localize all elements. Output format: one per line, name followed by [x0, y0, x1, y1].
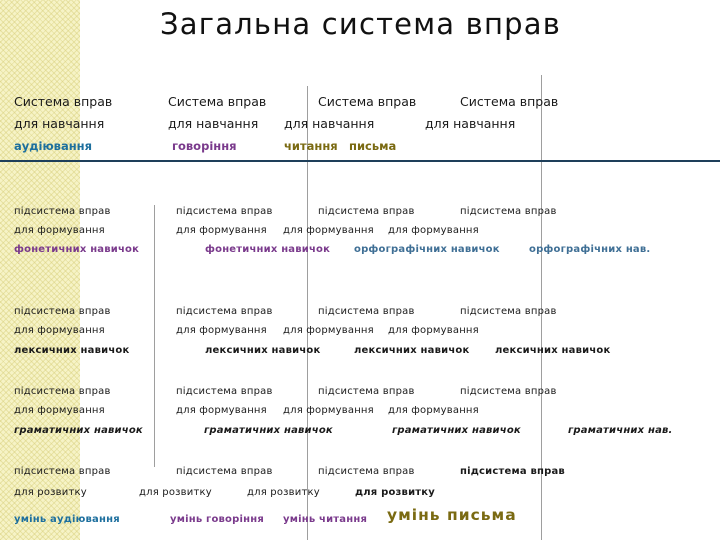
header-c1-line2: для навчання: [14, 116, 105, 131]
grammar-c3-line3: граматичних навичок: [392, 425, 521, 436]
grammar-c2-line3: граматичних навичок: [204, 425, 333, 436]
page-title: Загальна система вправ: [160, 7, 562, 41]
lexical-c2-line3: лексичних навичок: [205, 345, 321, 356]
phonetic-c4-line2: для формування: [388, 225, 479, 236]
phonetic-c1-line1: підсистема вправ: [14, 206, 111, 217]
header-c2-line3: говоріння: [172, 139, 237, 153]
header-c4-line3: письма: [349, 139, 397, 153]
header-c1-line1: Система вправ: [14, 94, 113, 109]
skills-c2-line1: підсистема вправ: [176, 466, 273, 477]
lexical-c4-line2: для формування: [388, 325, 479, 336]
grammar-c2-line2: для формування: [176, 405, 267, 416]
phonetic-c1-line2: для формування: [14, 225, 105, 236]
skills-c1-line2: для розвитку: [14, 487, 87, 498]
lexical-c3-line3: лексичних навичок: [354, 345, 470, 356]
column-divider-1: [154, 205, 155, 467]
header-c2-line1: Система вправ: [168, 94, 267, 109]
header-c4-line1: Система вправ: [460, 94, 559, 109]
grammar-c2-line1: підсистема вправ: [176, 386, 273, 397]
column-divider-2: [307, 86, 308, 540]
grammar-c3-line1: підсистема вправ: [318, 386, 415, 397]
phonetic-c2-line2: для формування: [176, 225, 267, 236]
grammar-c4-line3: граматичних нав.: [568, 425, 673, 436]
skills-c4-line2: для розвитку: [355, 487, 435, 498]
skills-c4-line3: умінь письма: [387, 506, 517, 524]
header-c3-line1: Система вправ: [318, 94, 417, 109]
grammar-c1-line1: підсистема вправ: [14, 386, 111, 397]
grammar-c4-line1: підсистема вправ: [460, 386, 557, 397]
grammar-c3-line2: для формування: [283, 405, 374, 416]
lexical-c2-line1: підсистема вправ: [176, 306, 273, 317]
phonetic-c4-line1: підсистема вправ: [460, 206, 557, 217]
skills-c3-line2: для розвитку: [247, 487, 320, 498]
skills-c3-line1: підсистема вправ: [318, 466, 415, 477]
lexical-c2-line2: для формування: [176, 325, 267, 336]
phonetic-c3-line2: для формування: [283, 225, 374, 236]
header-c3-line3: читання: [284, 139, 338, 153]
lexical-c4-line1: підсистема вправ: [460, 306, 557, 317]
skills-c1-line1: підсистема вправ: [14, 466, 111, 477]
skills-c4-line1: підсистема вправ: [460, 466, 565, 477]
header-divider: [0, 160, 720, 162]
grammar-c1-line2: для формування: [14, 405, 105, 416]
grammar-c4-line2: для формування: [388, 405, 479, 416]
skills-c2-line2: для розвитку: [139, 487, 212, 498]
lexical-c1-line1: підсистема вправ: [14, 306, 111, 317]
lexical-c3-line1: підсистема вправ: [318, 306, 415, 317]
header-c3-line2: для навчання: [284, 116, 375, 131]
phonetic-c3-line3: орфографічних навичок: [354, 244, 500, 255]
lexical-c1-line2: для формування: [14, 325, 105, 336]
lexical-c1-line3: лексичних навичок: [14, 345, 130, 356]
skills-c3-line3: умінь читання: [283, 514, 368, 525]
phonetic-c1-line3: фонетичних навичок: [14, 244, 140, 255]
phonetic-c4-line3: орфографічних нав.: [529, 244, 651, 255]
phonetic-c2-line1: підсистема вправ: [176, 206, 273, 217]
phonetic-c2-line3: фонетичних навичок: [205, 244, 331, 255]
decorative-stripe: [0, 0, 80, 540]
header-c1-line3: аудіювання: [14, 139, 92, 153]
skills-c1-line3: умінь аудіювання: [14, 514, 120, 525]
header-c4-line2: для навчання: [425, 116, 516, 131]
header-c2-line2: для навчання: [168, 116, 259, 131]
lexical-c4-line3: лексичних навичок: [495, 345, 611, 356]
lexical-c3-line2: для формування: [283, 325, 374, 336]
skills-c2-line3: умінь говоріння: [170, 514, 264, 525]
grammar-c1-line3: граматичних навичок: [14, 425, 143, 436]
phonetic-c3-line1: підсистема вправ: [318, 206, 415, 217]
